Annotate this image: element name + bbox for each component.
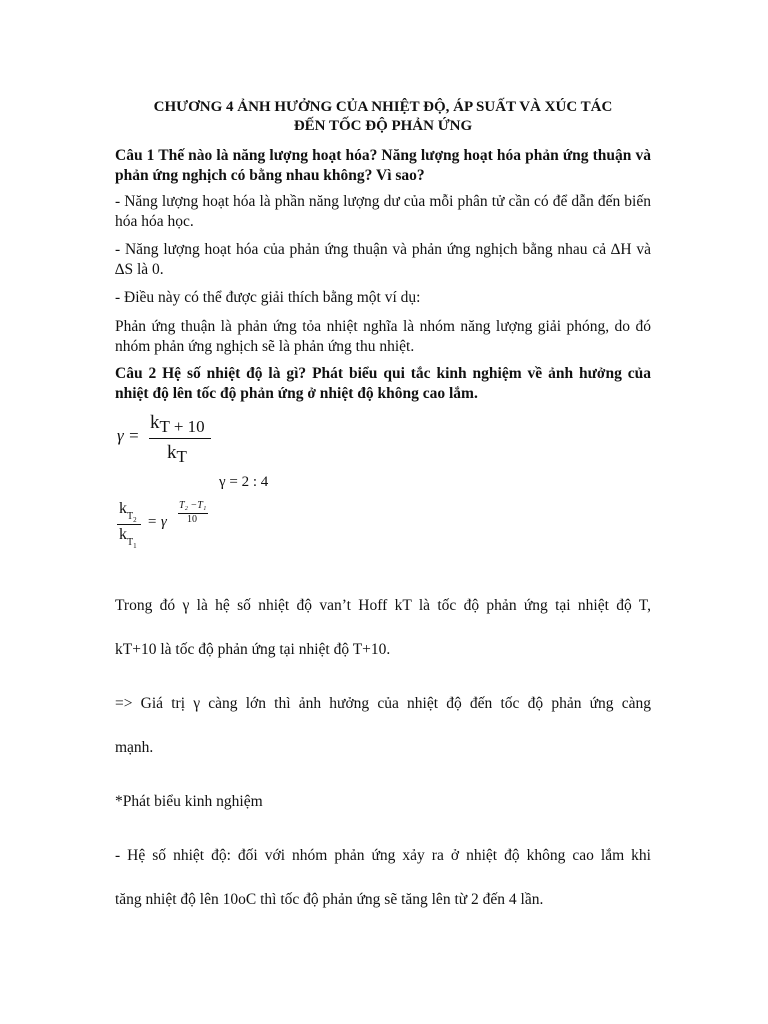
q1-paragraph-1-text: - Năng lượng hoạt hóa là phần năng lượng dư của mỗi phân tử cần có để dẫn đến biến hóa hóa học. [115, 193, 651, 230]
q2-paragraph-3 [115, 792, 651, 812]
question-1-heading [115, 146, 651, 186]
q2-paragraph-1b-text: kT+10 là tốc độ phản ứng tại nhiệt độ T+10. [115, 641, 391, 658]
formula-1-denominator [167, 442, 187, 464]
chapter-title [115, 98, 651, 136]
formula-3-num-subsub: 2 [133, 516, 137, 524]
q2-paragraph-2a-text: => Giá trị γ càng lớn thì ảnh hưởng của nhiệt độ đến tốc độ phản ứng càng [115, 695, 651, 712]
formula-3-exponent-denominator: 10 [187, 514, 197, 525]
formula-1-numerator [150, 412, 205, 434]
formula-3-num-k: k [119, 500, 127, 517]
formula-3-exponent-numerator: T₂ −T₁ [179, 500, 207, 511]
q1-paragraph-3-text: - Điều này có thể được giải thích bằng một ví dụ: [115, 289, 421, 306]
q2-paragraph-4a [115, 846, 651, 866]
formula-1-lhs: γ = [117, 426, 140, 445]
q1-paragraph-2-text: - Năng lượng hoạt hóa của phản ứng thuận và phản ứng nghịch bằng nhau cả ∆H và ∆S là 0. [115, 241, 651, 278]
formula-3-rhs: = γ [147, 514, 167, 530]
question-2-heading [115, 364, 651, 404]
q2-paragraph-1a-text: Trong đó γ là hệ số nhiệt độ van’t Hoff kT là tốc độ phản ứng tại nhiệt độ T, [115, 597, 651, 614]
formula-3-den-sub: T [127, 537, 134, 548]
q1-paragraph-1 [115, 192, 651, 232]
formula-1-numerator-sub: T + 10 [159, 417, 205, 436]
formula-1-numerator-k: k [150, 412, 160, 433]
q1-paragraph-4-text: Phản ứng thuận là phản ứng tỏa nhiệt nghĩa là nhóm năng lượng giải phóng, do đó nhóm phản ứng nghịch sẽ là phản ứng thu nhiệt. [115, 318, 651, 355]
question-1-text: Câu 1 Thế nào là năng lượng hoạt hóa? Năng lượng hoạt hóa phản ứng thuận và phản ứng nghịch có bằng nhau không? Vì sao? [115, 147, 651, 184]
formula-3-fraction-bar [117, 524, 141, 525]
q1-paragraph-2 [115, 240, 651, 280]
formula-3-numerator [119, 500, 137, 524]
formula-3-denominator [119, 526, 137, 550]
formula-3-den-subsub: 1 [133, 542, 137, 550]
formula-1-denominator-sub: T [176, 447, 187, 466]
q2-paragraph-4b [115, 890, 651, 910]
q2-paragraph-2b [115, 738, 651, 758]
q2-paragraph-3-text: *Phát biểu kinh nghiệm [115, 793, 263, 810]
q2-paragraph-2a [115, 694, 651, 714]
formula-gamma-range: γ = 2 : 4 [219, 474, 269, 490]
q2-paragraph-4a-text: - Hệ số nhiệt độ: đối với nhóm phản ứng xảy ra ở nhiệt độ không cao lắm khi [115, 847, 651, 864]
question-2-text: Câu 2 Hệ số nhiệt độ là gì? Phát biểu qui tắc kinh nghiệm về ảnh hưởng của nhiệt độ lên tốc độ phản ứng ở nhiệt độ không cao lắm. [115, 365, 651, 402]
chapter-title-line-2: ĐẾN TỐC ĐỘ PHẢN ỨNG [293, 118, 473, 134]
formula-3-num-sub: T [127, 511, 134, 522]
formula-1-denominator-k: k [167, 442, 177, 463]
q1-paragraph-3 [115, 288, 651, 308]
q1-paragraph-4 [115, 317, 651, 357]
q2-paragraph-1a [115, 596, 651, 616]
q2-paragraph-2b-text: mạnh. [115, 739, 154, 756]
q2-paragraph-4b-text: tăng nhiệt độ lên 10oC thì tốc độ phản ứng sẽ tăng lên từ 2 đến 4 lần. [115, 891, 544, 908]
formula-1-fraction-bar [149, 438, 211, 439]
formula-3-den-k: k [119, 526, 127, 543]
q2-paragraph-1b [115, 640, 651, 660]
chapter-title-line-1: CHƯƠNG 4 ẢNH HƯỞNG CỦA NHIỆT ĐỘ, ÁP SUẤT VÀ XÚC TÁC [153, 99, 613, 115]
formula-gamma-ratio [115, 408, 235, 468]
formula-rate-ratio [115, 500, 255, 560]
